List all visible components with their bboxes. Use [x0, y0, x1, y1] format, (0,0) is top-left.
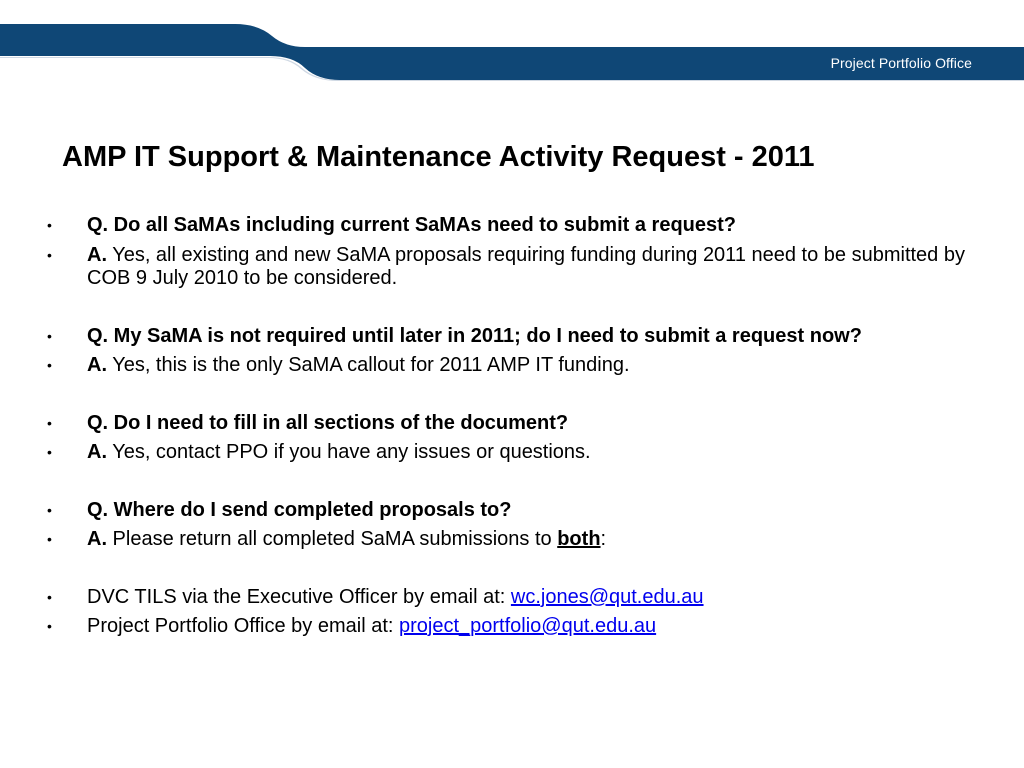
answer-item [0, 441, 1024, 464]
answer-label: A. [87, 528, 107, 550]
slide-title: AMP IT Support & Maintenance Activity Request - 2011 [62, 141, 815, 173]
spacer [0, 551, 1024, 586]
contact-text: DVC TILS via the Executive Officer by email at: [87, 586, 511, 608]
answer-text: Yes, this is the only SaMA callout for 2011 AMP IT funding. [107, 354, 630, 376]
question-item [0, 214, 1024, 237]
bullet-icon: • [47, 217, 52, 233]
bullet-icon: • [47, 247, 52, 263]
bullet-icon: • [47, 502, 52, 518]
answer-item [0, 354, 1024, 377]
spacer [0, 290, 1024, 325]
answer-label: A. [87, 244, 107, 266]
email-link[interactable]: project_portfolio@qut.edu.au [398, 615, 657, 637]
bullet-icon: • [47, 618, 52, 634]
contact-item [0, 615, 1024, 638]
bullet-icon: • [47, 531, 52, 547]
question-item [0, 499, 1024, 522]
answer-text: Please return all completed SaMA submissions to [107, 528, 558, 550]
answer-item [0, 528, 1024, 551]
question-text: Q. Do I need to fill in all sections of the document? [87, 412, 569, 434]
contact-text: Project Portfolio Office by email at: [87, 615, 399, 637]
bullet-icon: • [47, 357, 52, 373]
answer-label: A. [87, 441, 107, 463]
answer-text-end: : [600, 528, 607, 550]
email-link[interactable]: wc.jones@qut.edu.au [510, 586, 704, 608]
spacer [0, 237, 1024, 244]
answer-label: A. [87, 354, 107, 376]
spacer [0, 464, 1024, 499]
answer-emphasis: both [557, 528, 601, 550]
question-item [0, 325, 1024, 348]
question-item [0, 412, 1024, 435]
contact-item [0, 586, 1024, 609]
question-text: Q. Where do I send completed proposals to? [87, 499, 512, 521]
answer-item [0, 244, 1024, 290]
spacer [0, 377, 1024, 412]
header-banner [0, 0, 1024, 90]
bullet-icon: • [47, 415, 52, 431]
qa-list [0, 214, 1024, 638]
question-text: Q. My SaMA is not required until later in 2011; do I need to submit a request now? [87, 325, 862, 347]
bullet-icon: • [47, 328, 52, 344]
answer-text: Yes, all existing and new SaMA proposals requiring funding during 2011 need to be submitted by COB 9 July 2010 to be considered. [87, 244, 965, 289]
bullet-icon: • [47, 589, 52, 605]
bullet-icon: • [47, 444, 52, 460]
banner-wave-shape [0, 0, 1024, 90]
question-text: Q. Do all SaMAs including current SaMAs need to submit a request? [87, 214, 736, 236]
answer-text: Yes, contact PPO if you have any issues or questions. [107, 441, 591, 463]
org-label: Project Portfolio Office [830, 55, 972, 71]
